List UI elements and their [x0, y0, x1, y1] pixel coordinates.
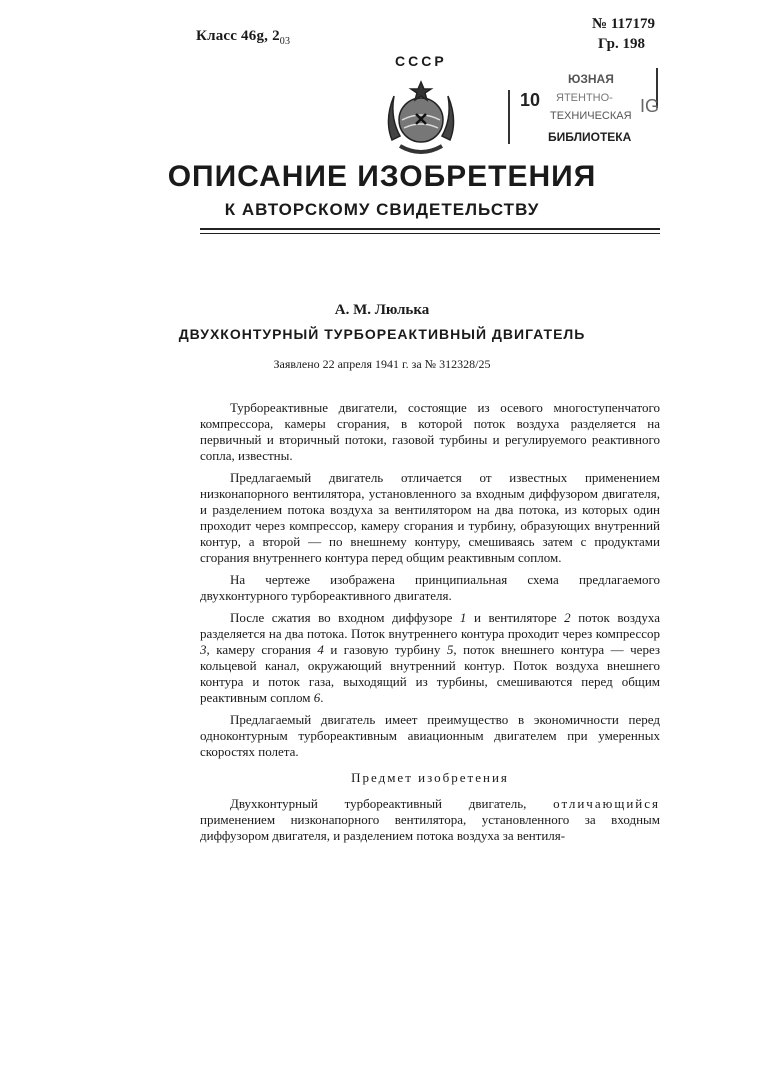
p4-text-d: , камеру сгорания — [206, 642, 318, 657]
claim-text-b: применением низконапорного вентилятора, установленного за входным диффузором двигателя, и разделением потока воздуха за вентиля- — [200, 812, 660, 843]
ref-3: 3 — [200, 642, 207, 657]
paragraph-3: На чертеже изображена принципиальная схема предлагаемого двухконтурного турбореактивного двигателя. — [200, 572, 660, 603]
stamp-border-left — [508, 90, 510, 144]
ref-6: 6 — [313, 690, 321, 705]
class-value: 2 — [272, 28, 280, 44]
claim-spaced-word: отличающийся — [553, 796, 660, 811]
author-name: А. М. Люлька — [334, 302, 430, 318]
stamp-line-3: ТЕХНИЧЕСКАЯ — [550, 110, 632, 122]
paragraph-4 — [200, 610, 660, 706]
stamp-line-2: ЯТЕНТНО- — [556, 92, 613, 104]
class-subscript: 03 — [279, 36, 291, 47]
group-number: Гр. 198 — [598, 36, 645, 52]
invention-title: ДВУХКОНТУРНЫЙ ТУРБОРЕАКТИВНЫЙ ДВИГАТЕЛЬ — [178, 326, 586, 342]
ref-4: 4 — [317, 642, 324, 657]
paragraph-5: Предлагаемый двигатель имеет преимущество в экономичности перед одноконтурным турбореактивным авиационным двигателем при умеренных скоростях полета. — [200, 712, 660, 759]
document-title: ОПИСАНИЕ ИЗОБРЕТЕНИЯ — [167, 160, 597, 193]
title-rule-thick — [200, 228, 660, 230]
subject-heading: Предмет изобретения — [351, 770, 509, 785]
stamp-line-1: ЮЗНАЯ — [568, 72, 614, 86]
stamp-number: 10 — [520, 90, 541, 110]
paragraph-1: Турбореактивные двигатели, состоящие из осевого многоступенчатого компрессора, камеры сгорания, в которой поток воздуха разделяется на первичный и вторичный потоки, газовой турбины и регулируемого реактивного сопла, известны. — [200, 400, 660, 463]
patent-number: № 117179 — [592, 16, 655, 32]
p4-text-e: и газовую турбину — [323, 642, 447, 657]
description-body — [200, 400, 660, 850]
p4-text-a: После сжатия во входном диффузоре — [230, 610, 460, 625]
document-subtitle: К АВТОРСКОМУ СВИДЕТЕЛЬСТВУ — [224, 200, 540, 219]
p4-text-g: . — [320, 690, 324, 705]
library-stamp — [506, 68, 664, 152]
p4-text-c: поток воздуха разделяется на два потока. Поток внутреннего контура проходит через компрессор — [200, 610, 660, 641]
claim-paragraph — [200, 796, 660, 844]
filing-info: Заявлено 22 апреля 1941 г. за № 312328/25 — [273, 357, 491, 371]
ussr-emblem-icon — [380, 80, 462, 162]
paragraph-2: Предлагаемый двигатель отличается от известных применением низконапорного вентилятора, установленного за входным диффузором двигателя, и разделением потока воздуха за вентилятором на два потока, из которых один проходит через компрессор, камеру сгорания и турбину, образующих внутренний контур, а второй — по внешнему контуру, смешиваясь затем с продуктами сгорания внутреннего контура перед общим реактивным соплом. — [200, 470, 660, 565]
title-rule-thin — [200, 233, 660, 234]
ref-1: 1 — [459, 610, 467, 625]
patent-number-block — [592, 14, 655, 54]
p4-text-b: и вентиляторе — [466, 610, 565, 625]
classification-label — [196, 28, 290, 47]
ref-5: 5 — [446, 642, 454, 657]
stamp-number-2: IG — [640, 96, 660, 116]
claim-text-a: Двухконтурный турбореактивный двигатель, — [230, 796, 554, 811]
country-label: СССР — [395, 53, 447, 69]
class-label: Класс 46g, — [196, 28, 269, 44]
stamp-line-4: БИБЛИОТЕКА — [548, 130, 632, 144]
ref-2: 2 — [564, 610, 571, 625]
p4-text-f: , поток внешнего контура — через кольцевой канал, окружающий внутренний контур. Поток воздуха внешнего контура и поток газа, выходящий из турбины, смешиваются перед общим реактивным соплом — [200, 642, 661, 705]
